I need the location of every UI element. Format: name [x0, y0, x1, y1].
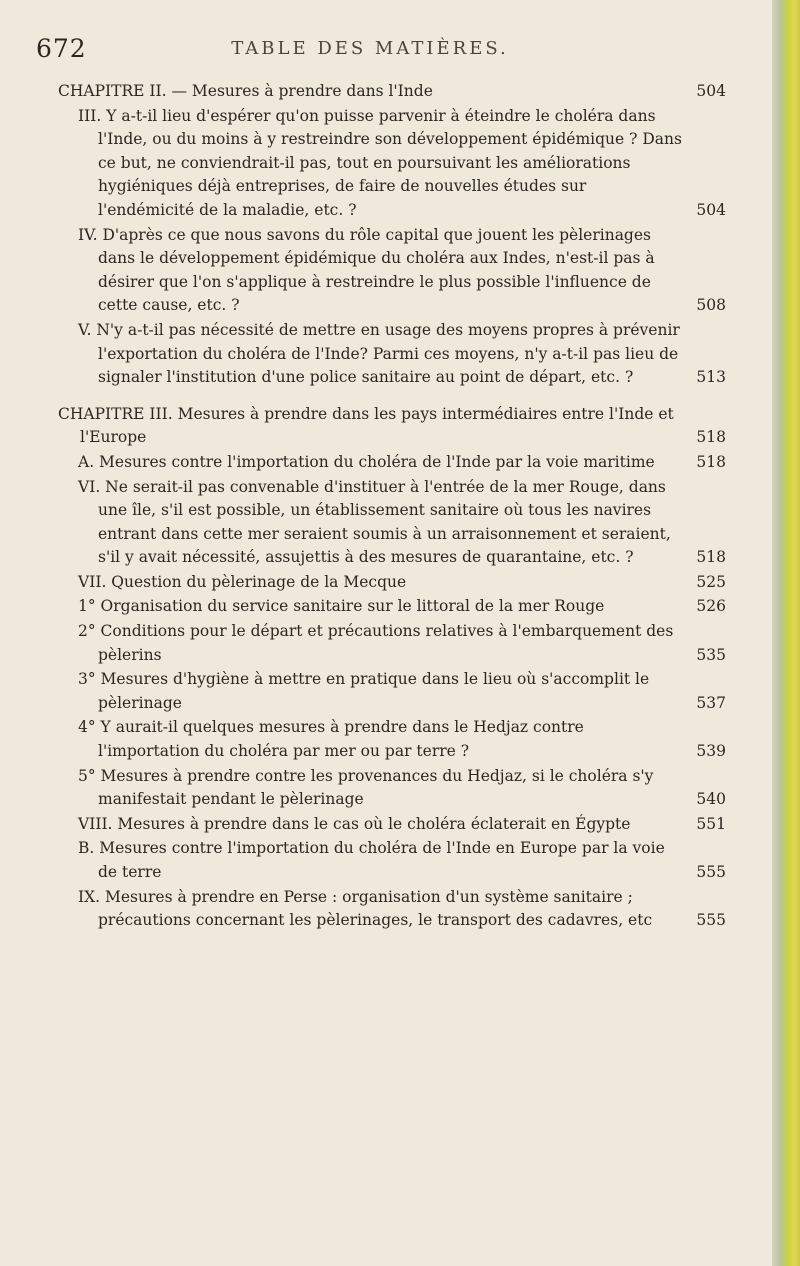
toc-entry-page: 555	[696, 863, 726, 881]
toc-entry	[78, 837, 726, 884]
toc-entry-page: 540	[696, 790, 726, 809]
toc-entry-text: VIII. Mesures à prendre dans le cas où le choléra éclaterait en Égypte	[78, 814, 631, 833]
toc-entry	[78, 451, 726, 475]
toc-entry	[78, 319, 726, 390]
toc-entry-text: B. Mesures contre l'importation du choléra de l'Inde en Europe par la voie de terre	[78, 839, 665, 881]
toc-entry	[78, 476, 726, 570]
toc-entry	[78, 886, 726, 933]
toc-entry	[78, 571, 726, 595]
page-number: 672	[36, 34, 87, 63]
toc-entry-text: A. Mesures contre l'importation du choléra de l'Inde par la voie maritime	[78, 452, 655, 471]
toc-entry-text: IX. Mesures à prendre en Perse : organisation d'un système sanitaire ; précautions concernant les pèlerinages, le transport des cadavres, etc	[78, 887, 653, 930]
toc-entry	[78, 716, 726, 763]
toc-entry-text: 3° Mesures d'hygiène à mettre en pratique dans le lieu où s'accomplit le pèlerinage	[78, 670, 650, 712]
toc-entry-page: 535	[696, 645, 726, 664]
running-title: TABLE DES MATIÈRES.	[231, 38, 509, 59]
toc-entry-page: 513	[696, 368, 726, 387]
toc-entry	[78, 224, 726, 318]
toc-entry-text: CHAPITRE II. — Mesures à prendre dans l'Inde	[58, 82, 433, 100]
toc-entry	[78, 813, 726, 837]
toc-entry-page: 518	[696, 548, 726, 567]
toc-entry-page: 555	[696, 911, 726, 930]
toc-entry-page: 537	[696, 693, 726, 712]
toc-entry	[78, 595, 726, 619]
toc-entry	[78, 620, 726, 667]
binding-edge	[772, 0, 800, 1266]
toc-entry-page: 539	[696, 742, 726, 761]
toc-entry-text: VI. Ne serait-il pas convenable d'instituer à l'entrée de la mer Rouge, dans une île, s'il est possible, un établissement sanitaire où tous les navires entrant dans cette mer seraient soumis à un arraisonnement et seraient, s'il y avait nécessité, assujettis à des mesures de quarantaine, etc. ?	[78, 477, 671, 567]
toc-entry-page: 551	[696, 814, 726, 833]
toc-entry-page: 526	[696, 597, 726, 616]
toc-entry-page: 508	[696, 296, 726, 315]
toc-entry-text: 2° Conditions pour le départ et précautions relatives à l'embarquement des pèlerins	[78, 622, 674, 664]
toc-entry-page: 504	[696, 82, 726, 100]
toc-entry-text: IV. D'après ce que nous savons du rôle capital que jouent les pèlerinages dans le développement épidémique du choléra aux Indes, n'est-il pas à désirer que l'on s'applique à restreindre le plus possible l'influence de cette cause, etc. ?	[78, 225, 655, 315]
toc-entry	[78, 105, 726, 223]
toc-entry-page: 518	[696, 452, 726, 471]
page-header	[0, 34, 772, 64]
table-of-contents	[58, 80, 726, 934]
toc-entry-text: VII. Question du pèlerinage de la Mecque	[78, 572, 407, 591]
toc-entry-text: 1° Organisation du service sanitaire sur le littoral de la mer Rouge	[78, 597, 605, 616]
toc-entry-text: V. N'y a-t-il pas nécessité de mettre en usage des moyens propres à prévenir l'exportation du choléra de l'Inde? Parmi ces moyens, n'y a-t-il pas lieu de signaler l'institution d'une police sanitaire au point de départ, etc. ?	[78, 320, 680, 387]
toc-entry-text: CHAPITRE III. Mesures à prendre dans les pays intermédiaires entre l'Inde et l'Europe	[58, 404, 674, 447]
toc-entry-text: III. Y a-t-il lieu d'espérer qu'on puisse parvenir à éteindre le choléra dans l'Inde, ou du moins à y restreindre son développement épidémique ? Dans ce but, ne conviendrait-il pas, tout en poursuivant les améliorations hygiéniques déjà entreprises, de faire de nouvelles études sur l'endémicité de la maladie, etc. ?	[78, 106, 682, 219]
toc-chapter-2	[58, 80, 726, 104]
toc-entry	[78, 765, 726, 812]
toc-entry-text: 4° Y aurait-il quelques mesures à prendre dans le Hedjaz contre l'importation du choléra par mer ou par terre ?	[78, 718, 584, 761]
toc-entry-page: 525	[696, 572, 726, 591]
toc-chapter-3	[58, 403, 726, 450]
toc-entry-page: 518	[696, 428, 726, 447]
toc-entry-text: 5° Mesures à prendre contre les provenances du Hedjaz, si le choléra s'y manifestait pendant le pèlerinage	[78, 766, 654, 809]
toc-entry	[78, 668, 726, 715]
toc-entry-page: 504	[696, 200, 726, 219]
